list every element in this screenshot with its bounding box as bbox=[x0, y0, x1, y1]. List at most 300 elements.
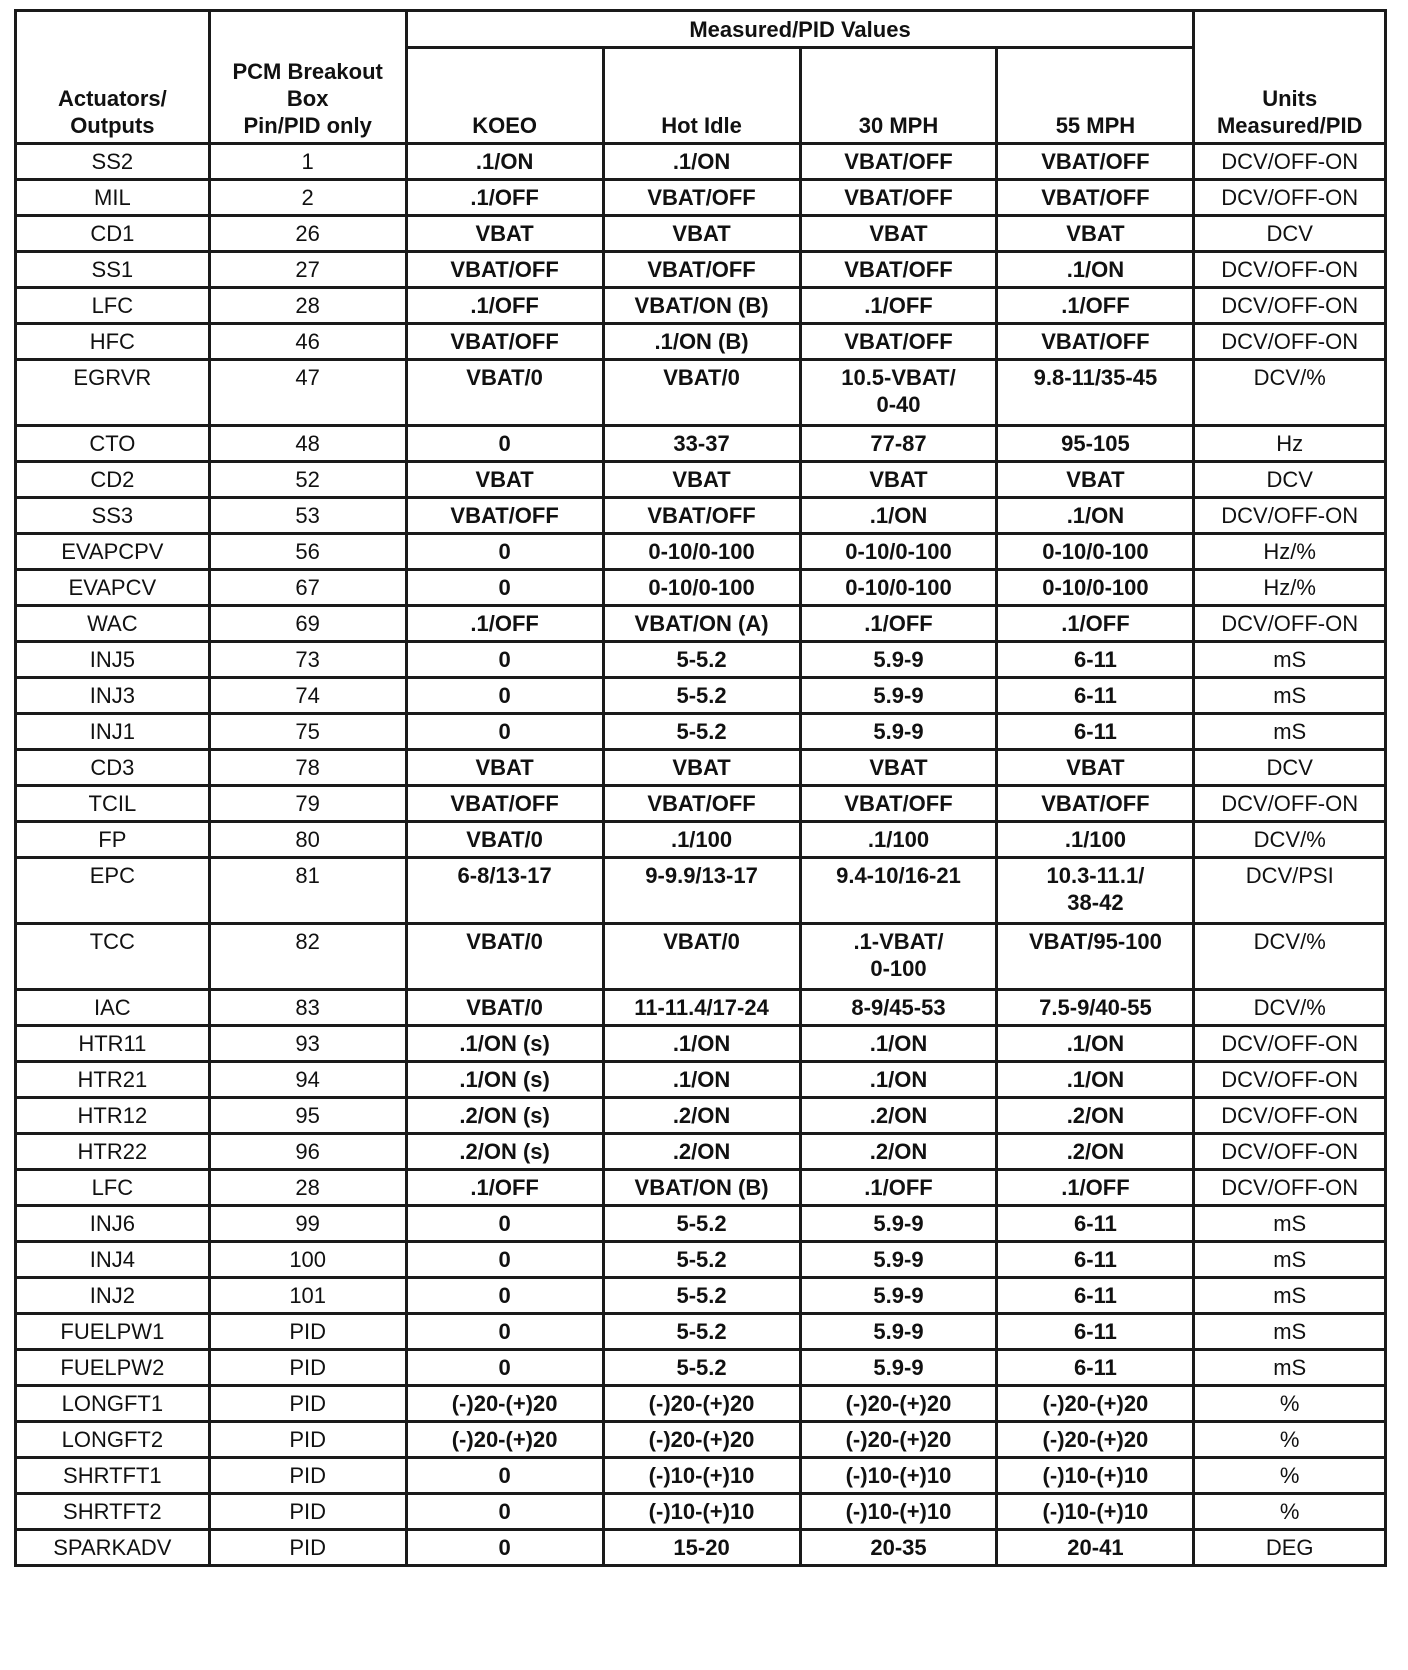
cell-hot-idle: 33-37 bbox=[603, 426, 800, 462]
cell-koeo: 6-8/13-17 bbox=[406, 858, 603, 924]
cell-pin: 81 bbox=[209, 858, 406, 924]
cell-hot-idle: 5-5.2 bbox=[603, 1206, 800, 1242]
cell-koeo: VBAT/0 bbox=[406, 990, 603, 1026]
cell-koeo: VBAT/OFF bbox=[406, 498, 603, 534]
cell-actuator: FUELPW2 bbox=[16, 1350, 210, 1386]
cell-units: Hz/% bbox=[1194, 534, 1386, 570]
cell-pin: 48 bbox=[209, 426, 406, 462]
cell-units: DCV bbox=[1194, 216, 1386, 252]
cell-units: DCV bbox=[1194, 462, 1386, 498]
cell-units: DCV/% bbox=[1194, 924, 1386, 990]
cell-hot-idle: 5-5.2 bbox=[603, 1350, 800, 1386]
cell-30-mph: 8-9/45-53 bbox=[800, 990, 997, 1026]
cell-pin: 46 bbox=[209, 324, 406, 360]
cell-30-mph: 5.9-9 bbox=[800, 1242, 997, 1278]
cell-units: DCV/PSI bbox=[1194, 858, 1386, 924]
cell-55-mph: 0-10/0-100 bbox=[997, 570, 1194, 606]
cell-hot-idle: VBAT/0 bbox=[603, 360, 800, 426]
cell-30-mph: .1-VBAT/ 0-100 bbox=[800, 924, 997, 990]
cell-actuator: LONGFT2 bbox=[16, 1422, 210, 1458]
cell-hot-idle: VBAT/OFF bbox=[603, 252, 800, 288]
table-row bbox=[16, 570, 1386, 606]
cell-hot-idle: (-)20-(+)20 bbox=[603, 1422, 800, 1458]
cell-koeo: .1/ON (s) bbox=[406, 1062, 603, 1098]
table-row bbox=[16, 924, 1386, 990]
cell-units: DCV/% bbox=[1194, 990, 1386, 1026]
table-row bbox=[16, 1062, 1386, 1098]
cell-actuator: CD2 bbox=[16, 462, 210, 498]
table-row bbox=[16, 1386, 1386, 1422]
cell-pin: 83 bbox=[209, 990, 406, 1026]
cell-30-mph: 5.9-9 bbox=[800, 1314, 997, 1350]
header-pin: PCM Breakout Box Pin/PID only bbox=[209, 11, 406, 144]
cell-hot-idle: VBAT bbox=[603, 462, 800, 498]
table-row bbox=[16, 822, 1386, 858]
cell-30-mph: 5.9-9 bbox=[800, 1350, 997, 1386]
cell-koeo: .1/ON bbox=[406, 144, 603, 180]
cell-actuator: IAC bbox=[16, 990, 210, 1026]
cell-55-mph: .1/OFF bbox=[997, 288, 1194, 324]
cell-30-mph: VBAT/OFF bbox=[800, 180, 997, 216]
cell-actuator: TCIL bbox=[16, 786, 210, 822]
cell-pin: 2 bbox=[209, 180, 406, 216]
cell-30-mph: 5.9-9 bbox=[800, 1278, 997, 1314]
cell-pin: 28 bbox=[209, 288, 406, 324]
cell-koeo: VBAT/0 bbox=[406, 360, 603, 426]
cell-actuator: LFC bbox=[16, 288, 210, 324]
cell-units: DCV/OFF-ON bbox=[1194, 144, 1386, 180]
cell-koeo: VBAT bbox=[406, 750, 603, 786]
cell-units: DCV/% bbox=[1194, 360, 1386, 426]
cell-pin: 82 bbox=[209, 924, 406, 990]
cell-pin: 93 bbox=[209, 1026, 406, 1062]
cell-30-mph: 77-87 bbox=[800, 426, 997, 462]
table-row bbox=[16, 180, 1386, 216]
cell-30-mph: VBAT bbox=[800, 462, 997, 498]
cell-30-mph: 5.9-9 bbox=[800, 642, 997, 678]
cell-units: DCV/OFF-ON bbox=[1194, 1098, 1386, 1134]
cell-pin: 67 bbox=[209, 570, 406, 606]
cell-hot-idle: VBAT/ON (B) bbox=[603, 1170, 800, 1206]
cell-55-mph: VBAT bbox=[997, 216, 1194, 252]
table-row bbox=[16, 288, 1386, 324]
cell-30-mph: .1/ON bbox=[800, 1062, 997, 1098]
cell-koeo: VBAT/OFF bbox=[406, 252, 603, 288]
cell-30-mph: .1/ON bbox=[800, 1026, 997, 1062]
cell-55-mph: 6-11 bbox=[997, 642, 1194, 678]
cell-hot-idle: VBAT bbox=[603, 216, 800, 252]
cell-pin: PID bbox=[209, 1386, 406, 1422]
table-row bbox=[16, 216, 1386, 252]
cell-30-mph: 9.4-10/16-21 bbox=[800, 858, 997, 924]
cell-actuator: INJ2 bbox=[16, 1278, 210, 1314]
cell-55-mph: 6-11 bbox=[997, 1206, 1194, 1242]
table-row bbox=[16, 858, 1386, 924]
table-row bbox=[16, 1242, 1386, 1278]
cell-pin: 99 bbox=[209, 1206, 406, 1242]
cell-units: DCV/OFF-ON bbox=[1194, 606, 1386, 642]
cell-units: DCV/OFF-ON bbox=[1194, 1134, 1386, 1170]
table-row bbox=[16, 1206, 1386, 1242]
cell-55-mph: 20-41 bbox=[997, 1530, 1194, 1566]
cell-actuator: HFC bbox=[16, 324, 210, 360]
cell-actuator: HTR11 bbox=[16, 1026, 210, 1062]
cell-units: DCV bbox=[1194, 750, 1386, 786]
cell-koeo: 0 bbox=[406, 678, 603, 714]
cell-units: DCV/% bbox=[1194, 822, 1386, 858]
cell-koeo: (-)20-(+)20 bbox=[406, 1422, 603, 1458]
cell-koeo: (-)20-(+)20 bbox=[406, 1386, 603, 1422]
cell-30-mph: 5.9-9 bbox=[800, 678, 997, 714]
cell-30-mph: VBAT bbox=[800, 216, 997, 252]
cell-55-mph: (-)20-(+)20 bbox=[997, 1422, 1194, 1458]
cell-pin: 75 bbox=[209, 714, 406, 750]
cell-actuator: INJ4 bbox=[16, 1242, 210, 1278]
cell-55-mph: 6-11 bbox=[997, 678, 1194, 714]
cell-koeo: .2/ON (s) bbox=[406, 1134, 603, 1170]
cell-units: DCV/OFF-ON bbox=[1194, 1026, 1386, 1062]
cell-30-mph: 20-35 bbox=[800, 1530, 997, 1566]
cell-55-mph: VBAT/OFF bbox=[997, 144, 1194, 180]
cell-55-mph: .1/ON bbox=[997, 1026, 1194, 1062]
cell-actuator: SHRTFT1 bbox=[16, 1458, 210, 1494]
cell-55-mph: VBAT bbox=[997, 462, 1194, 498]
cell-units: DEG bbox=[1194, 1530, 1386, 1566]
cell-koeo: .2/ON (s) bbox=[406, 1098, 603, 1134]
table-row bbox=[16, 462, 1386, 498]
header-units: Units Measured/PID bbox=[1194, 11, 1386, 144]
cell-koeo: .1/OFF bbox=[406, 606, 603, 642]
cell-units: mS bbox=[1194, 1242, 1386, 1278]
cell-units: DCV/OFF-ON bbox=[1194, 786, 1386, 822]
table-row bbox=[16, 1134, 1386, 1170]
cell-actuator: EGRVR bbox=[16, 360, 210, 426]
cell-units: % bbox=[1194, 1494, 1386, 1530]
cell-hot-idle: 9-9.9/13-17 bbox=[603, 858, 800, 924]
cell-55-mph: 6-11 bbox=[997, 1314, 1194, 1350]
pcm-values-table-container bbox=[14, 9, 1387, 1567]
cell-pin: PID bbox=[209, 1458, 406, 1494]
cell-pin: 27 bbox=[209, 252, 406, 288]
cell-koeo: .1/OFF bbox=[406, 288, 603, 324]
cell-koeo: 0 bbox=[406, 1494, 603, 1530]
cell-units: DCV/OFF-ON bbox=[1194, 324, 1386, 360]
cell-55-mph: 95-105 bbox=[997, 426, 1194, 462]
cell-actuator: EVAPCV bbox=[16, 570, 210, 606]
cell-actuator: SS1 bbox=[16, 252, 210, 288]
cell-units: mS bbox=[1194, 1314, 1386, 1350]
cell-pin: PID bbox=[209, 1422, 406, 1458]
cell-koeo: VBAT/OFF bbox=[406, 324, 603, 360]
cell-actuator: TCC bbox=[16, 924, 210, 990]
cell-actuator: WAC bbox=[16, 606, 210, 642]
cell-units: Hz/% bbox=[1194, 570, 1386, 606]
cell-koeo: 0 bbox=[406, 1530, 603, 1566]
cell-55-mph: .1/100 bbox=[997, 822, 1194, 858]
cell-55-mph: VBAT bbox=[997, 750, 1194, 786]
cell-units: % bbox=[1194, 1386, 1386, 1422]
cell-koeo: 0 bbox=[406, 1206, 603, 1242]
table-row bbox=[16, 1098, 1386, 1134]
cell-actuator: INJ3 bbox=[16, 678, 210, 714]
cell-hot-idle: .2/ON bbox=[603, 1134, 800, 1170]
cell-pin: 100 bbox=[209, 1242, 406, 1278]
table-body bbox=[16, 144, 1386, 1566]
table-row bbox=[16, 252, 1386, 288]
cell-30-mph: 10.5-VBAT/ 0-40 bbox=[800, 360, 997, 426]
cell-actuator: INJ5 bbox=[16, 642, 210, 678]
table-header bbox=[16, 11, 1386, 144]
cell-pin: PID bbox=[209, 1530, 406, 1566]
cell-30-mph: .2/ON bbox=[800, 1098, 997, 1134]
cell-55-mph: .1/OFF bbox=[997, 606, 1194, 642]
cell-actuator: SPARKADV bbox=[16, 1530, 210, 1566]
header-30-mph: 30 MPH bbox=[800, 48, 997, 144]
table-row bbox=[16, 426, 1386, 462]
cell-koeo: 0 bbox=[406, 1242, 603, 1278]
cell-units: mS bbox=[1194, 642, 1386, 678]
cell-hot-idle: 0-10/0-100 bbox=[603, 570, 800, 606]
cell-55-mph: 6-11 bbox=[997, 1242, 1194, 1278]
cell-koeo: VBAT/0 bbox=[406, 822, 603, 858]
table-row bbox=[16, 144, 1386, 180]
cell-actuator: FUELPW1 bbox=[16, 1314, 210, 1350]
cell-30-mph: 0-10/0-100 bbox=[800, 534, 997, 570]
cell-30-mph: (-)20-(+)20 bbox=[800, 1422, 997, 1458]
table-row bbox=[16, 678, 1386, 714]
cell-30-mph: (-)10-(+)10 bbox=[800, 1458, 997, 1494]
cell-units: DCV/OFF-ON bbox=[1194, 288, 1386, 324]
cell-pin: 74 bbox=[209, 678, 406, 714]
cell-units: mS bbox=[1194, 678, 1386, 714]
cell-actuator: LONGFT1 bbox=[16, 1386, 210, 1422]
header-measured-group: Measured/PID Values bbox=[406, 11, 1194, 48]
table-row bbox=[16, 642, 1386, 678]
cell-55-mph: .1/OFF bbox=[997, 1170, 1194, 1206]
cell-55-mph: 10.3-11.1/ 38-42 bbox=[997, 858, 1194, 924]
cell-actuator: SS3 bbox=[16, 498, 210, 534]
cell-koeo: 0 bbox=[406, 1314, 603, 1350]
cell-55-mph: 7.5-9/40-55 bbox=[997, 990, 1194, 1026]
cell-actuator: INJ1 bbox=[16, 714, 210, 750]
cell-koeo: .1/OFF bbox=[406, 180, 603, 216]
table-row bbox=[16, 606, 1386, 642]
cell-actuator: INJ6 bbox=[16, 1206, 210, 1242]
table-row bbox=[16, 360, 1386, 426]
table-row bbox=[16, 990, 1386, 1026]
cell-30-mph: .1/ON bbox=[800, 498, 997, 534]
cell-hot-idle: VBAT/OFF bbox=[603, 786, 800, 822]
cell-30-mph: .2/ON bbox=[800, 1134, 997, 1170]
cell-pin: 52 bbox=[209, 462, 406, 498]
header-koeo: KOEO bbox=[406, 48, 603, 144]
cell-koeo: 0 bbox=[406, 570, 603, 606]
cell-actuator: EPC bbox=[16, 858, 210, 924]
cell-30-mph: .1/OFF bbox=[800, 288, 997, 324]
cell-pin: 96 bbox=[209, 1134, 406, 1170]
cell-hot-idle: (-)10-(+)10 bbox=[603, 1458, 800, 1494]
cell-30-mph: 0-10/0-100 bbox=[800, 570, 997, 606]
cell-hot-idle: 5-5.2 bbox=[603, 714, 800, 750]
table-row bbox=[16, 1026, 1386, 1062]
cell-hot-idle: (-)20-(+)20 bbox=[603, 1386, 800, 1422]
table-row bbox=[16, 534, 1386, 570]
cell-hot-idle: (-)10-(+)10 bbox=[603, 1494, 800, 1530]
table-row bbox=[16, 1314, 1386, 1350]
cell-hot-idle: .1/ON bbox=[603, 1026, 800, 1062]
cell-hot-idle: VBAT/OFF bbox=[603, 498, 800, 534]
pcm-values-table bbox=[14, 9, 1387, 1567]
cell-hot-idle: 11-11.4/17-24 bbox=[603, 990, 800, 1026]
cell-units: DCV/OFF-ON bbox=[1194, 180, 1386, 216]
cell-hot-idle: 5-5.2 bbox=[603, 642, 800, 678]
cell-koeo: 0 bbox=[406, 426, 603, 462]
cell-30-mph: .1/100 bbox=[800, 822, 997, 858]
cell-55-mph: 0-10/0-100 bbox=[997, 534, 1194, 570]
cell-pin: 78 bbox=[209, 750, 406, 786]
cell-actuator: CD3 bbox=[16, 750, 210, 786]
cell-55-mph: 6-11 bbox=[997, 1278, 1194, 1314]
cell-pin: 101 bbox=[209, 1278, 406, 1314]
cell-pin: PID bbox=[209, 1350, 406, 1386]
cell-30-mph: .1/OFF bbox=[800, 606, 997, 642]
cell-pin: 69 bbox=[209, 606, 406, 642]
cell-pin: 56 bbox=[209, 534, 406, 570]
cell-hot-idle: 0-10/0-100 bbox=[603, 534, 800, 570]
cell-55-mph: VBAT/95-100 bbox=[997, 924, 1194, 990]
cell-hot-idle: 5-5.2 bbox=[603, 1278, 800, 1314]
cell-55-mph: VBAT/OFF bbox=[997, 180, 1194, 216]
table-row bbox=[16, 1350, 1386, 1386]
cell-55-mph: VBAT/OFF bbox=[997, 786, 1194, 822]
cell-30-mph: (-)10-(+)10 bbox=[800, 1494, 997, 1530]
cell-30-mph: VBAT/OFF bbox=[800, 144, 997, 180]
table-row bbox=[16, 324, 1386, 360]
cell-koeo: .1/ON (s) bbox=[406, 1026, 603, 1062]
cell-hot-idle: .1/100 bbox=[603, 822, 800, 858]
cell-30-mph: .1/OFF bbox=[800, 1170, 997, 1206]
cell-koeo: 0 bbox=[406, 1458, 603, 1494]
cell-koeo: VBAT/0 bbox=[406, 924, 603, 990]
cell-30-mph: 5.9-9 bbox=[800, 1206, 997, 1242]
table-row bbox=[16, 1422, 1386, 1458]
cell-pin: 95 bbox=[209, 1098, 406, 1134]
header-55-mph: 55 MPH bbox=[997, 48, 1194, 144]
cell-30-mph: VBAT/OFF bbox=[800, 324, 997, 360]
cell-pin: 53 bbox=[209, 498, 406, 534]
cell-30-mph: VBAT/OFF bbox=[800, 786, 997, 822]
table-row bbox=[16, 1530, 1386, 1566]
cell-pin: PID bbox=[209, 1494, 406, 1530]
table-row bbox=[16, 498, 1386, 534]
cell-actuator: CTO bbox=[16, 426, 210, 462]
cell-actuator: MIL bbox=[16, 180, 210, 216]
cell-55-mph: .2/ON bbox=[997, 1134, 1194, 1170]
cell-koeo: .1/OFF bbox=[406, 1170, 603, 1206]
cell-55-mph: (-)20-(+)20 bbox=[997, 1386, 1194, 1422]
cell-koeo: 0 bbox=[406, 642, 603, 678]
table-row bbox=[16, 1278, 1386, 1314]
cell-units: DCV/OFF-ON bbox=[1194, 1062, 1386, 1098]
cell-hot-idle: VBAT/0 bbox=[603, 924, 800, 990]
cell-55-mph: 6-11 bbox=[997, 1350, 1194, 1386]
cell-pin: 80 bbox=[209, 822, 406, 858]
cell-pin: 73 bbox=[209, 642, 406, 678]
cell-hot-idle: VBAT/ON (B) bbox=[603, 288, 800, 324]
cell-55-mph: VBAT/OFF bbox=[997, 324, 1194, 360]
cell-pin: PID bbox=[209, 1314, 406, 1350]
table-row bbox=[16, 1170, 1386, 1206]
cell-pin: 79 bbox=[209, 786, 406, 822]
cell-units: % bbox=[1194, 1422, 1386, 1458]
cell-units: mS bbox=[1194, 714, 1386, 750]
cell-hot-idle: .2/ON bbox=[603, 1098, 800, 1134]
cell-pin: 1 bbox=[209, 144, 406, 180]
cell-actuator: CD1 bbox=[16, 216, 210, 252]
cell-hot-idle: 5-5.2 bbox=[603, 678, 800, 714]
cell-units: mS bbox=[1194, 1350, 1386, 1386]
cell-koeo: VBAT/OFF bbox=[406, 786, 603, 822]
cell-55-mph: .1/ON bbox=[997, 1062, 1194, 1098]
cell-koeo: VBAT bbox=[406, 462, 603, 498]
cell-koeo: VBAT bbox=[406, 216, 603, 252]
cell-55-mph: 6-11 bbox=[997, 714, 1194, 750]
cell-actuator: EVAPCPV bbox=[16, 534, 210, 570]
cell-hot-idle: .1/ON (B) bbox=[603, 324, 800, 360]
cell-30-mph: 5.9-9 bbox=[800, 714, 997, 750]
cell-hot-idle: .1/ON bbox=[603, 144, 800, 180]
cell-units: DCV/OFF-ON bbox=[1194, 252, 1386, 288]
cell-30-mph: VBAT bbox=[800, 750, 997, 786]
cell-units: Hz bbox=[1194, 426, 1386, 462]
cell-hot-idle: VBAT/ON (A) bbox=[603, 606, 800, 642]
cell-actuator: HTR12 bbox=[16, 1098, 210, 1134]
cell-hot-idle: .1/ON bbox=[603, 1062, 800, 1098]
cell-hot-idle: 5-5.2 bbox=[603, 1242, 800, 1278]
cell-55-mph: 9.8-11/35-45 bbox=[997, 360, 1194, 426]
cell-koeo: 0 bbox=[406, 1350, 603, 1386]
cell-pin: 26 bbox=[209, 216, 406, 252]
cell-hot-idle: VBAT/OFF bbox=[603, 180, 800, 216]
cell-units: mS bbox=[1194, 1278, 1386, 1314]
cell-55-mph: .1/ON bbox=[997, 498, 1194, 534]
cell-30-mph: (-)20-(+)20 bbox=[800, 1386, 997, 1422]
table-row bbox=[16, 1458, 1386, 1494]
cell-actuator: HTR22 bbox=[16, 1134, 210, 1170]
table-row bbox=[16, 750, 1386, 786]
header-actuators: Actuators/ Outputs bbox=[16, 11, 210, 144]
cell-koeo: 0 bbox=[406, 1278, 603, 1314]
cell-55-mph: (-)10-(+)10 bbox=[997, 1494, 1194, 1530]
cell-koeo: 0 bbox=[406, 714, 603, 750]
cell-actuator: FP bbox=[16, 822, 210, 858]
cell-koeo: 0 bbox=[406, 534, 603, 570]
cell-pin: 94 bbox=[209, 1062, 406, 1098]
cell-55-mph: (-)10-(+)10 bbox=[997, 1458, 1194, 1494]
cell-55-mph: .1/ON bbox=[997, 252, 1194, 288]
table-row bbox=[16, 1494, 1386, 1530]
cell-55-mph: .2/ON bbox=[997, 1098, 1194, 1134]
cell-hot-idle: 15-20 bbox=[603, 1530, 800, 1566]
cell-hot-idle: 5-5.2 bbox=[603, 1314, 800, 1350]
cell-units: mS bbox=[1194, 1206, 1386, 1242]
cell-30-mph: VBAT/OFF bbox=[800, 252, 997, 288]
cell-units: DCV/OFF-ON bbox=[1194, 1170, 1386, 1206]
cell-hot-idle: VBAT bbox=[603, 750, 800, 786]
cell-actuator: HTR21 bbox=[16, 1062, 210, 1098]
header-hot-idle: Hot Idle bbox=[603, 48, 800, 144]
cell-actuator: SS2 bbox=[16, 144, 210, 180]
